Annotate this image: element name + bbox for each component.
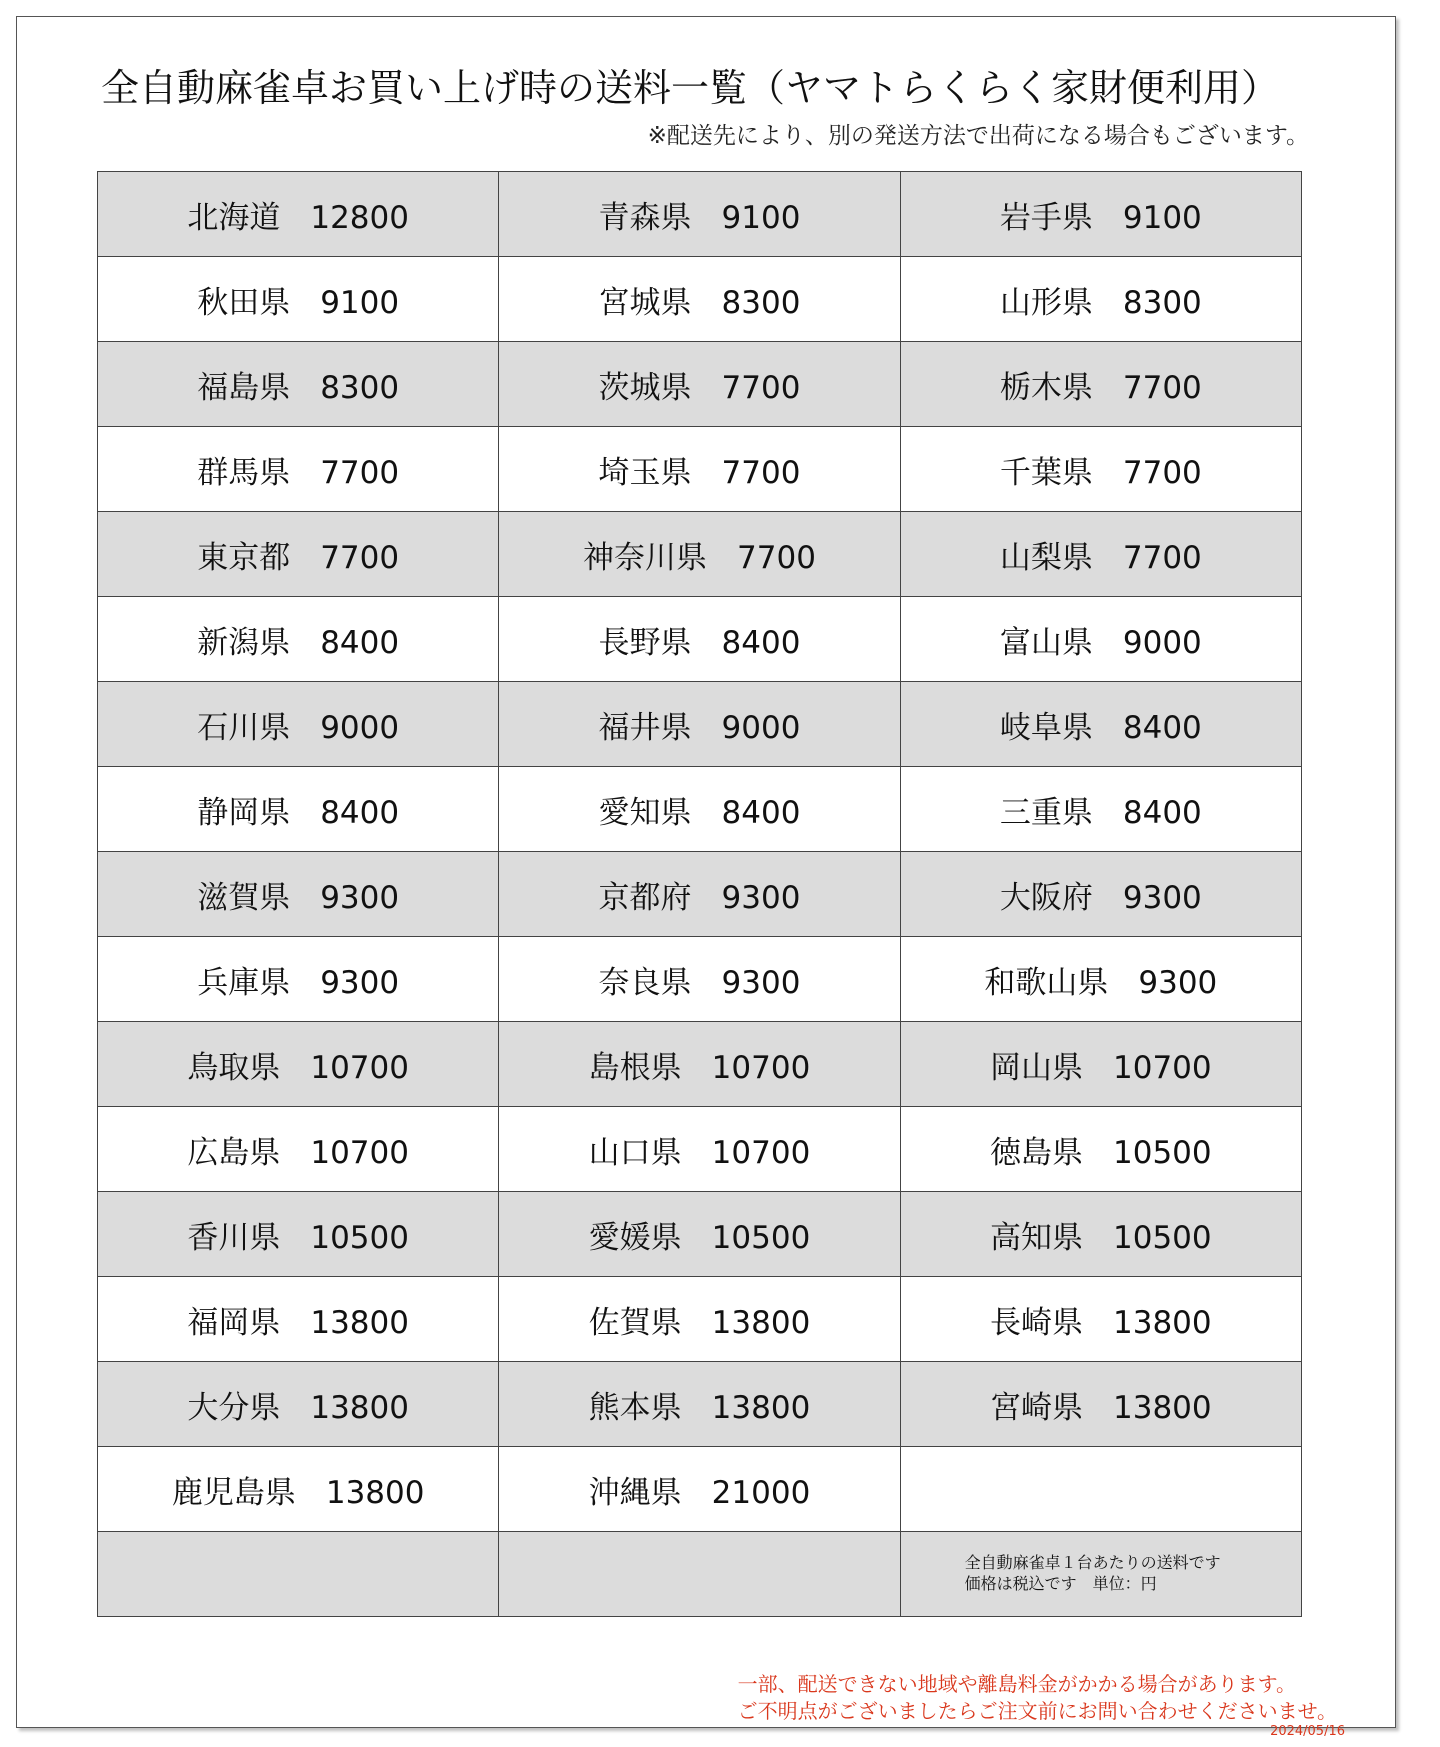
- table-row: [98, 1362, 1302, 1447]
- shipping-fee: 9300: [1122, 879, 1202, 916]
- shipping-fee: 9300: [721, 879, 801, 916]
- table-cell: [900, 257, 1301, 342]
- prefecture-name: 埼玉県: [598, 454, 692, 491]
- note-line-tax-unit: 価格は税込です 単位：円: [964, 1573, 1157, 1593]
- empty-cell: [499, 1532, 900, 1617]
- shipping-fee: 10700: [711, 1134, 811, 1171]
- prefecture-name: 青森県: [598, 199, 692, 236]
- table-row: [98, 597, 1302, 682]
- prefecture-name: 山形県: [999, 284, 1093, 321]
- table-cell: [98, 597, 499, 682]
- shipping-fee: 10700: [310, 1049, 409, 1086]
- footer-notice: [738, 1671, 1337, 1725]
- shipping-fee: 8400: [320, 794, 400, 831]
- table-row: [98, 342, 1302, 427]
- table-row: [98, 852, 1302, 937]
- shipping-fee: 13800: [310, 1304, 409, 1341]
- shipping-fee: 7700: [320, 539, 400, 576]
- table-cell: [98, 937, 499, 1022]
- table-cell: [499, 1277, 900, 1362]
- empty-cell: [98, 1532, 499, 1617]
- note-cell: [900, 1532, 1301, 1617]
- table-row: [98, 1022, 1302, 1107]
- table-cell: [900, 1362, 1301, 1447]
- table-cell: [98, 767, 499, 852]
- shipping-fee: 10700: [1113, 1049, 1212, 1086]
- shipping-fee: 8400: [721, 794, 801, 831]
- prefecture-name: 栃木県: [999, 369, 1093, 406]
- table-cell: [499, 597, 900, 682]
- shipping-fee: 13800: [1113, 1304, 1212, 1341]
- shipping-fee: 8400: [721, 624, 801, 661]
- prefecture-name: 福島県: [197, 369, 291, 406]
- shipping-fee: 9100: [721, 199, 801, 236]
- prefecture-name: 山口県: [588, 1134, 682, 1171]
- table-cell: [900, 767, 1301, 852]
- shipping-fee: 10500: [310, 1219, 409, 1256]
- prefecture-name: 京都府: [598, 879, 692, 916]
- shipping-fee: 8400: [320, 624, 400, 661]
- prefecture-name: 石川県: [197, 709, 291, 746]
- table-cell: [499, 937, 900, 1022]
- prefecture-name: 福井県: [598, 709, 692, 746]
- table-cell: [98, 172, 499, 257]
- prefecture-name: 徳島県: [990, 1134, 1084, 1171]
- table-cell: [98, 1447, 499, 1532]
- table-cell: [98, 682, 499, 767]
- table-cell: [499, 1022, 900, 1107]
- prefecture-name: 群馬県: [197, 454, 291, 491]
- prefecture-name: 島根県: [588, 1049, 682, 1086]
- prefecture-name: 山梨県: [999, 539, 1093, 576]
- prefecture-name: 香川県: [187, 1219, 281, 1256]
- prefecture-name: 兵庫県: [197, 964, 291, 1001]
- empty-cell: [900, 1447, 1301, 1532]
- table-cell: [499, 1447, 900, 1532]
- shipping-fee: 13800: [711, 1389, 811, 1426]
- table-row: [98, 1277, 1302, 1362]
- table-cell: [499, 427, 900, 512]
- table-row: [98, 682, 1302, 767]
- table-row: [98, 1447, 1302, 1532]
- prefecture-name: 富山県: [999, 624, 1093, 661]
- table-row: [98, 937, 1302, 1022]
- table-cell: [900, 172, 1301, 257]
- prefecture-name: 和歌山県: [984, 964, 1109, 1001]
- shipping-fee: 9000: [721, 709, 801, 746]
- table-row: [98, 1192, 1302, 1277]
- shipping-fee: 10700: [310, 1134, 409, 1171]
- prefecture-name: 千葉県: [999, 454, 1093, 491]
- note-block: [965, 1552, 1221, 1594]
- shipping-fee: 13800: [711, 1304, 811, 1341]
- prefecture-name: 宮崎県: [990, 1389, 1084, 1426]
- prefecture-name: 秋田県: [197, 284, 291, 321]
- prefecture-name: 高知県: [990, 1219, 1084, 1256]
- table-cell: [98, 1022, 499, 1107]
- shipping-fee: 21000: [711, 1474, 811, 1511]
- shipping-fee: 9100: [1122, 199, 1202, 236]
- shipping-fee: 8300: [1122, 284, 1202, 321]
- prefecture-name: 鳥取県: [187, 1049, 281, 1086]
- shipping-fee-table: [97, 171, 1302, 1617]
- page-subtitle: ※配送先により、別の発送方法で出荷になる場合もございます。: [647, 123, 1309, 149]
- table-row: [98, 767, 1302, 852]
- table-cell: [98, 342, 499, 427]
- shipping-fee: 9300: [320, 964, 400, 1001]
- table-row: [98, 1532, 1302, 1617]
- table-cell: [900, 1022, 1301, 1107]
- table-cell: [98, 257, 499, 342]
- table-row: [98, 257, 1302, 342]
- table-cell: [900, 512, 1301, 597]
- table-cell: [98, 427, 499, 512]
- table-cell: [499, 257, 900, 342]
- table-cell: [499, 852, 900, 937]
- prefecture-name: 大分県: [187, 1389, 281, 1426]
- shipping-fee: 10500: [1113, 1134, 1212, 1171]
- prefecture-name: 広島県: [187, 1134, 281, 1171]
- shipping-fee: 12800: [310, 199, 409, 236]
- prefecture-name: 熊本県: [588, 1389, 682, 1426]
- prefecture-name: 宮城県: [598, 284, 692, 321]
- shipping-fee: 13800: [1113, 1389, 1212, 1426]
- table-cell: [900, 427, 1301, 512]
- prefecture-name: 岡山県: [990, 1049, 1084, 1086]
- prefecture-name: 岐阜県: [999, 709, 1093, 746]
- prefecture-name: 北海道: [187, 199, 281, 236]
- shipping-fee: 7700: [721, 369, 801, 406]
- prefecture-name: 新潟県: [197, 624, 291, 661]
- table-cell: [900, 1107, 1301, 1192]
- table-row: [98, 512, 1302, 597]
- prefecture-name: 福岡県: [187, 1304, 281, 1341]
- prefecture-name: 長野県: [598, 624, 692, 661]
- prefecture-name: 鹿児島県: [171, 1474, 296, 1511]
- page-title: 全自動麻雀卓お買い上げ時の送料一覧（ヤマトらくらく家財便利用）: [101, 66, 1280, 110]
- prefecture-name: 神奈川県: [583, 539, 708, 576]
- prefecture-name: 東京都: [197, 539, 291, 576]
- footer-line-remote-areas: 一部、配送できない地域や離島料金がかかる場合があります。: [737, 1672, 1296, 1696]
- table-cell: [900, 682, 1301, 767]
- table-cell: [900, 852, 1301, 937]
- table-cell: [499, 342, 900, 427]
- table-cell: [499, 172, 900, 257]
- prefecture-name: 愛知県: [598, 794, 692, 831]
- prefecture-name: 佐賀県: [588, 1304, 682, 1341]
- shipping-fee: 9100: [320, 284, 400, 321]
- document-date: 2024/05/16: [1270, 1724, 1345, 1739]
- prefecture-name: 三重県: [999, 794, 1093, 831]
- shipping-fee: 8400: [1122, 709, 1202, 746]
- prefecture-name: 滋賀県: [197, 879, 291, 916]
- prefecture-name: 大阪府: [999, 879, 1093, 916]
- shipping-fee: 9300: [721, 964, 801, 1001]
- shipping-fee: 7700: [721, 454, 801, 491]
- table-cell: [98, 1192, 499, 1277]
- table-row: [98, 172, 1302, 257]
- note-line-per-table: 全自動麻雀卓１台あたりの送料です: [964, 1552, 1221, 1572]
- shipping-fee: 7700: [1122, 369, 1202, 406]
- shipping-fee: 13800: [325, 1474, 425, 1511]
- prefecture-name: 愛媛県: [588, 1219, 682, 1256]
- table-cell: [98, 512, 499, 597]
- table-row: [98, 427, 1302, 512]
- shipping-fee: 10500: [1113, 1219, 1212, 1256]
- shipping-fee: 7700: [1122, 454, 1202, 491]
- shipping-fee: 7700: [737, 539, 816, 576]
- table-cell: [98, 1362, 499, 1447]
- table-cell: [900, 597, 1301, 682]
- prefecture-name: 奈良県: [598, 964, 692, 1001]
- table-cell: [499, 682, 900, 767]
- table-cell: [499, 1362, 900, 1447]
- table-cell: [900, 1277, 1301, 1362]
- table-cell: [499, 1107, 900, 1192]
- table-cell: [98, 1277, 499, 1362]
- shipping-fee: 9300: [320, 879, 400, 916]
- prefecture-name: 岩手県: [999, 199, 1093, 236]
- shipping-fee: 9300: [1138, 964, 1218, 1001]
- shipping-fee: 7700: [1122, 539, 1202, 576]
- table-cell: [499, 767, 900, 852]
- table-cell: [900, 1192, 1301, 1277]
- table-cell: [499, 1192, 900, 1277]
- shipping-fee: 8300: [320, 369, 400, 406]
- table-cell: [499, 512, 900, 597]
- shipping-fee: 13800: [310, 1389, 409, 1426]
- table-row: [98, 1107, 1302, 1192]
- shipping-fee: 9000: [1122, 624, 1202, 661]
- shipping-fee: 10500: [711, 1219, 811, 1256]
- table-cell: [98, 852, 499, 937]
- shipping-fee: 8400: [1122, 794, 1202, 831]
- table-cell: [98, 1107, 499, 1192]
- prefecture-name: 長崎県: [990, 1304, 1084, 1341]
- table-cell: [900, 342, 1301, 427]
- shipping-fee-sheet: [16, 16, 1396, 1739]
- shipping-fee: 9000: [320, 709, 400, 746]
- shipping-fee: 7700: [320, 454, 400, 491]
- prefecture-name: 沖縄県: [588, 1474, 682, 1511]
- prefecture-name: 茨城県: [598, 369, 692, 406]
- table-cell: [900, 937, 1301, 1022]
- footer-line-contact: ご不明点がございましたらご注文前にお問い合わせくださいませ。: [737, 1699, 1337, 1723]
- shipping-fee: 8300: [721, 284, 801, 321]
- shipping-fee: 10700: [711, 1049, 811, 1086]
- prefecture-name: 静岡県: [197, 794, 291, 831]
